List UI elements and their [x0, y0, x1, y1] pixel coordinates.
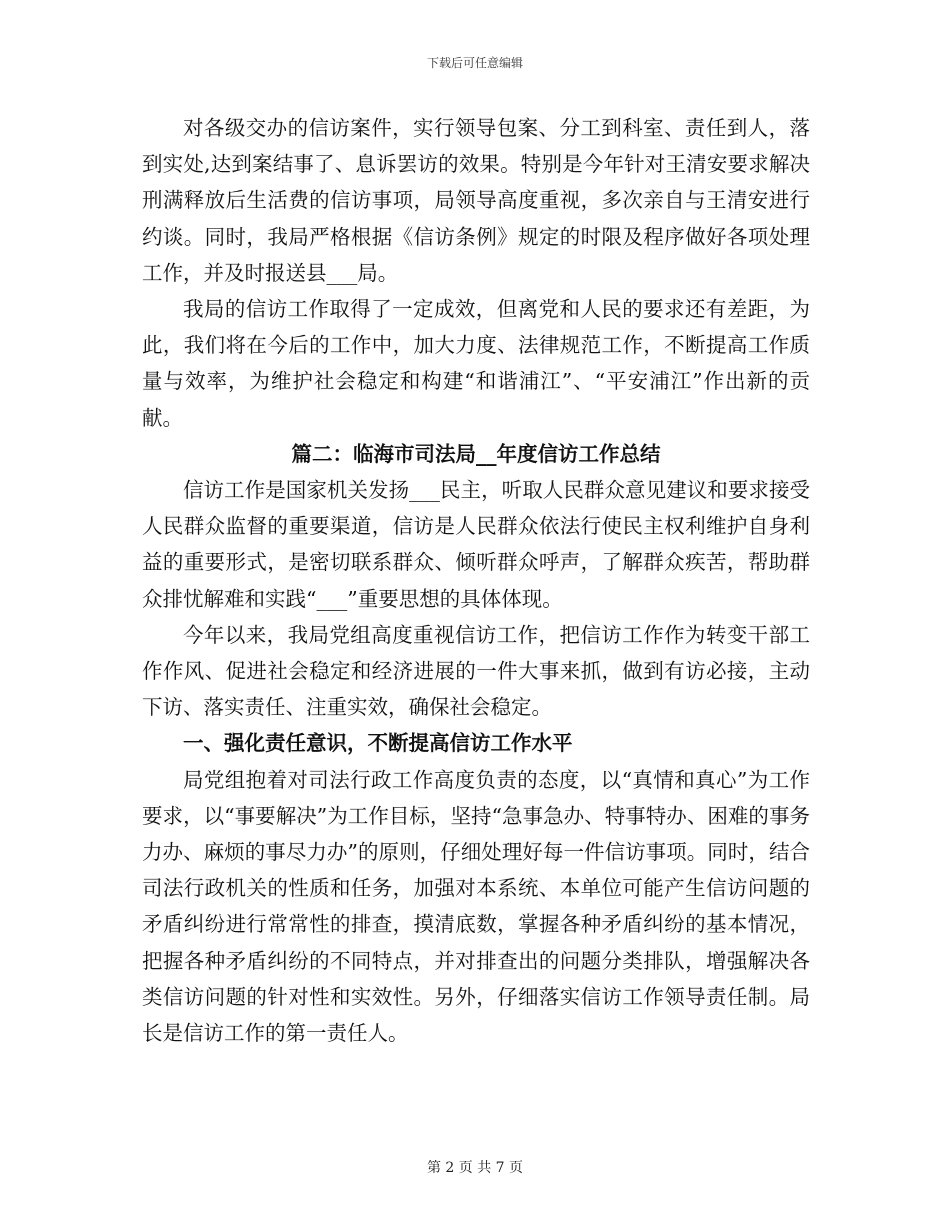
document-title: 篇二：临海市司法局__年度信访工作总结 — [291, 441, 661, 466]
section-heading-1: 一、强化责任意识，不断提高信访工作水平 — [183, 731, 573, 756]
paragraph-3: 信访工作是国家机关发扬___民主，听取人民群众意见建议和要求接受人民群众监督的重要渠道，信访是人民群众依法行使民主权利维护自身利益的重要形式，是密切联系群众、倾听群众呼声，了解群众疾苦，帮助群众排忧解难和实践“___”重要思想的具体体现。 — [142, 478, 810, 611]
document-body — [142, 110, 810, 1051]
page-number: 第 2 页 共 7 页 — [426, 1160, 524, 1176]
page-header-note: 下载后可任意编辑 — [426, 56, 523, 70]
paragraph-4: 今年以来，我局党组高度重视信访工作，把信访工作作为转变干部工作作风、促进社会稳定和经济进展的一件大事来抓，做到有访必接，主动下访、落实责任、注重实效，确保社会稳定。 — [142, 622, 810, 720]
paragraph-1: 对各级交办的信访案件，实行领导包案、分工到科室、责任到人，落到实处,达到案结事了、息诉罢访的效果。特别是今年针对王清安要求解决刑满释放后生活费的信访事项，局领导高度重视，多次亲自与王清安进行约谈。同时，我局严格根据《信访条例》规定的时限及程序做好各项处理工作，并及时报送县___局。 — [142, 116, 810, 285]
paragraph-5: 局党组抱着对司法行政工作高度负责的态度，以“真情和真心”为工作要求，以“事要解决”为工作目标，坚持“急事急办、特事特办、困难的事务力办、麻烦的事尽力办”的原则，仔细处理好每一件信访事项。同时，结合司法行政机关的性质和任务，加强对本系统、本单位可能产生信访问题的矛盾纠纷进行常常性的排查，摸清底数，掌握各种矛盾纠纷的基本情况，把握各种矛盾纠纷的不同特点，并对排查出的问题分类排队，增强解决各类信访问题的针对性和实效性。另外，仔细落实信访工作领导责任制。局长是信访工作的第一责任人。 — [142, 767, 810, 1046]
paragraph-2: 我局的信访工作取得了一定成效，但离党和人民的要求还有差距，为此，我们将在今后的工作中，加大力度、法律规范工作，不断提高工作质量与效率，为维护社会稳定和构建“和谐浦江”、“平安浦江”作出新的贡献。 — [142, 297, 810, 430]
